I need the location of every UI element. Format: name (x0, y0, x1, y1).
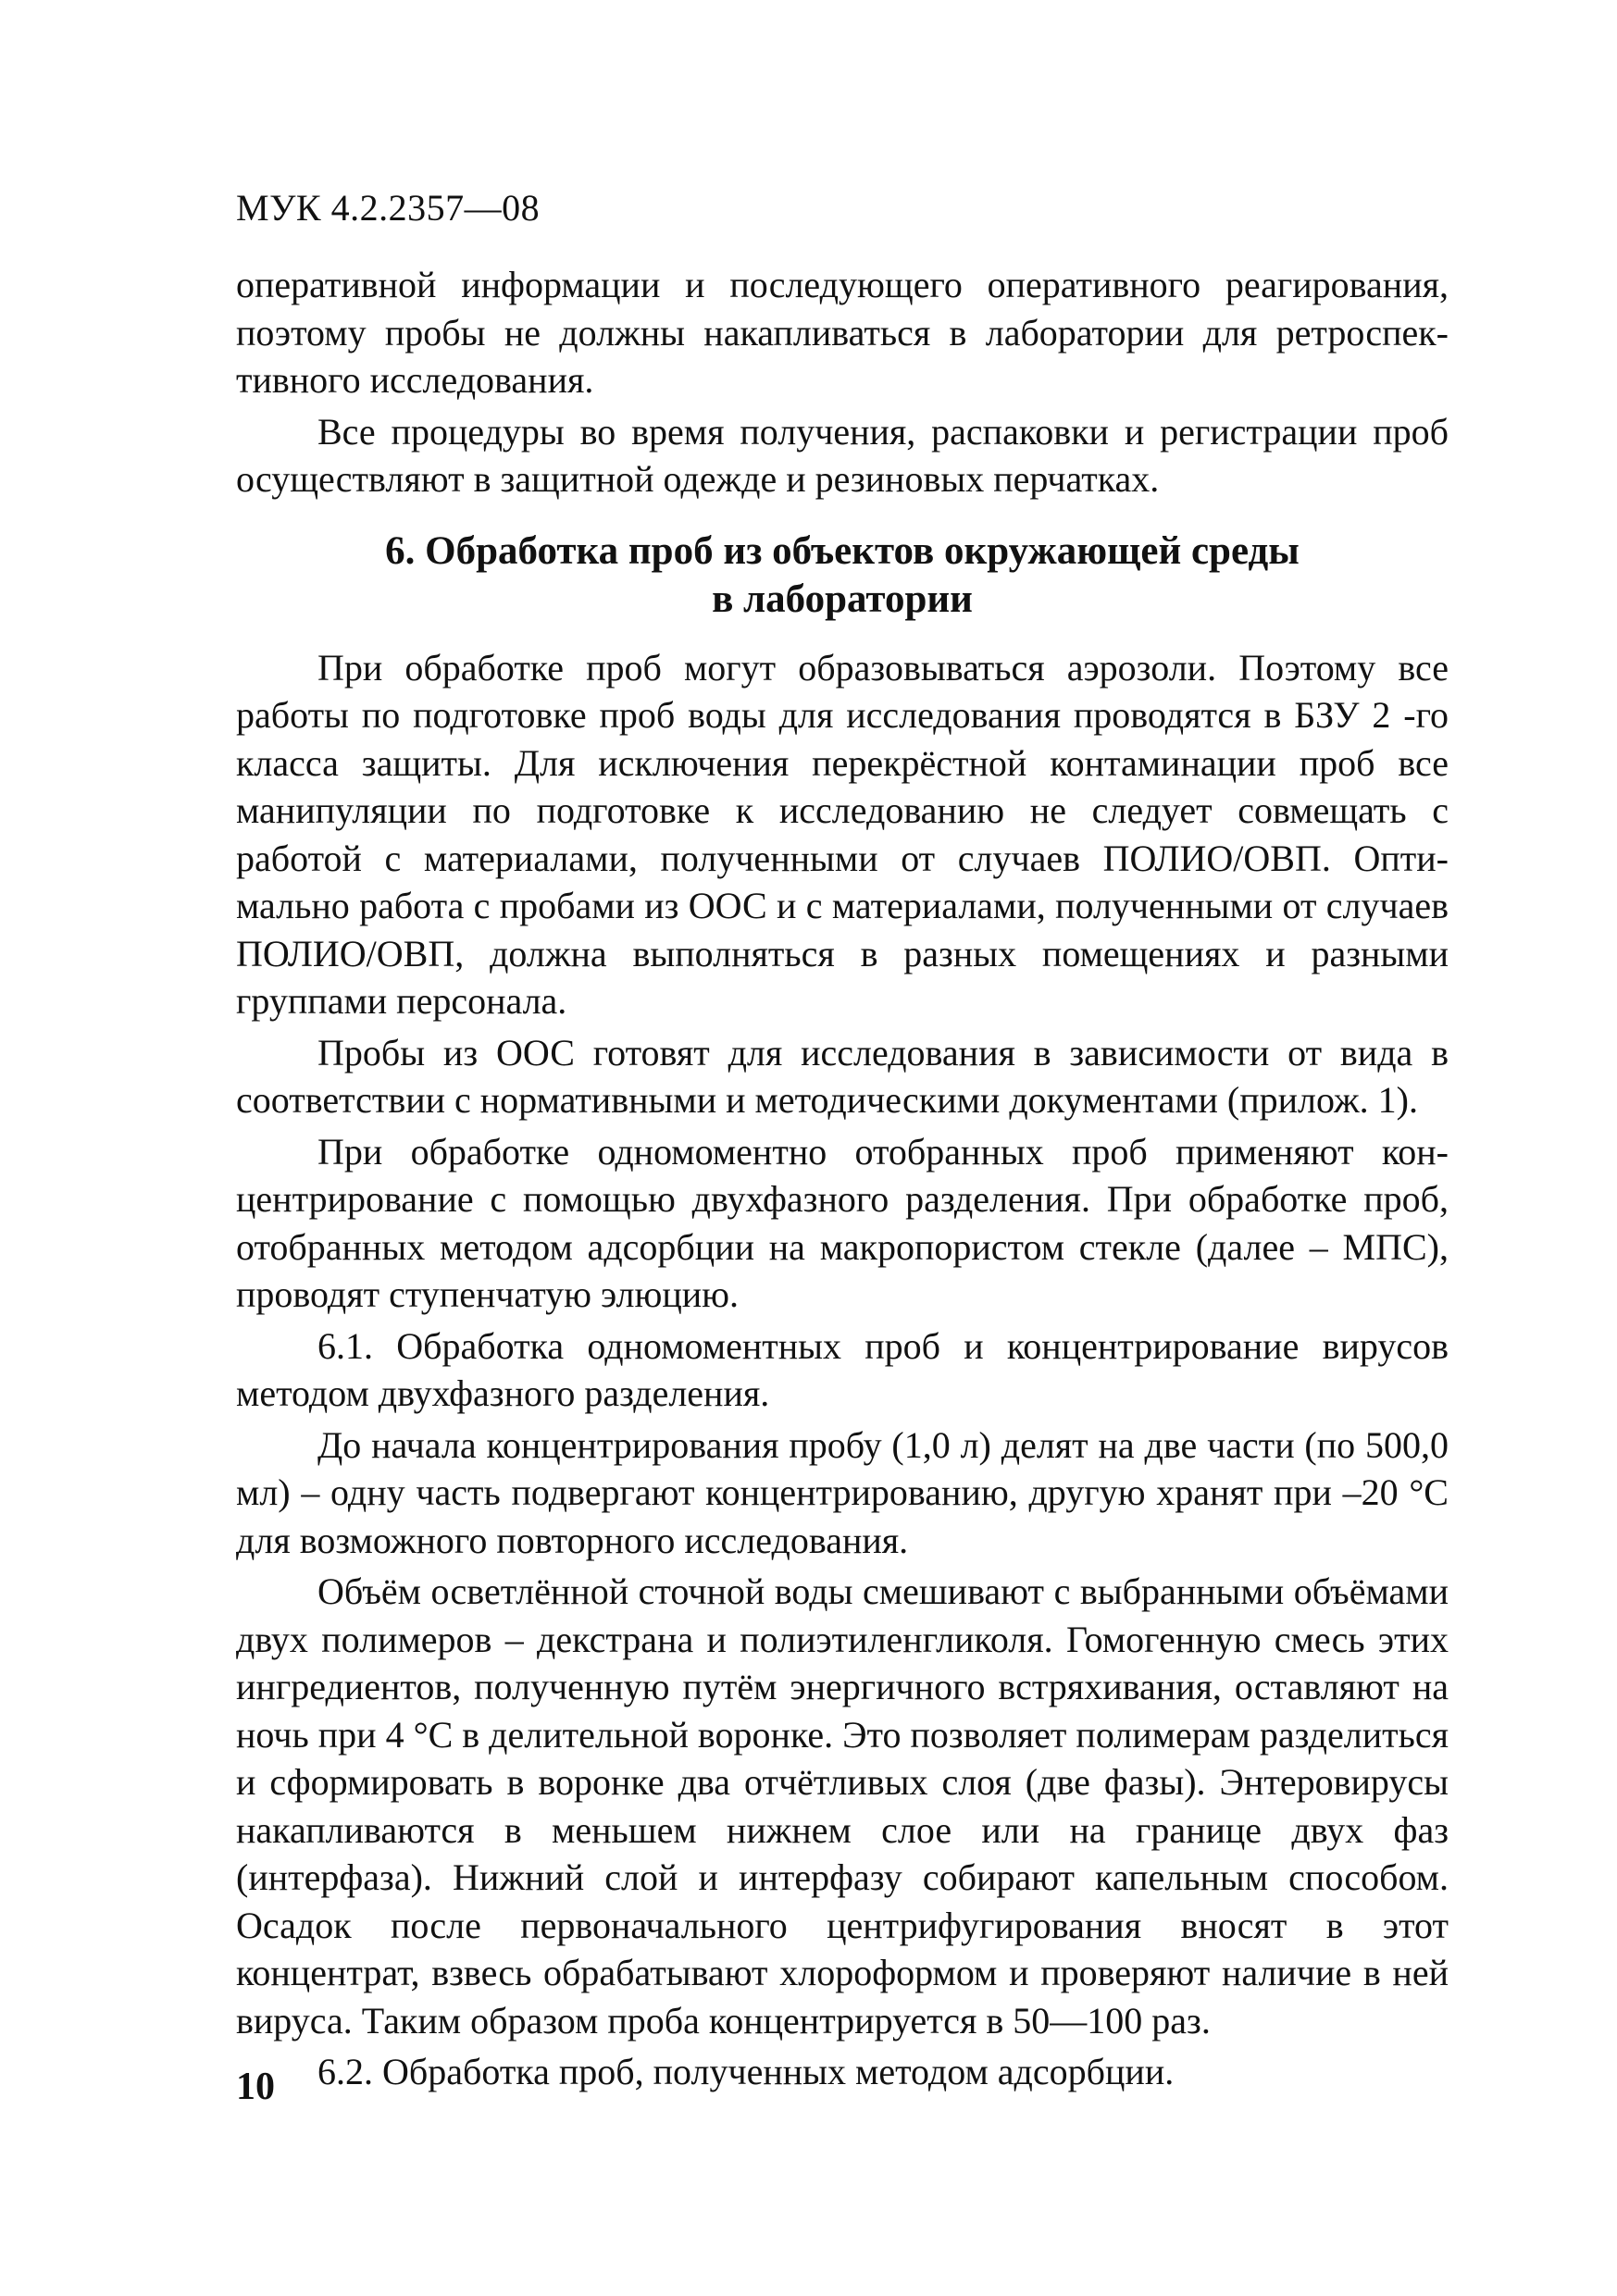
body-text (236, 261, 1449, 2096)
running-header: МУК 4.2.2357—08 (236, 187, 541, 229)
paragraph-sample-splitting: До начала концентрирования пробу (1,0 л) делят на две части (по 500,0 мл) – одну часть подвергают концентрированию, другую хранят при –20 °С для возможного повторного исследования. (236, 1423, 1449, 1561)
paragraph-concentration-methods: При обработке одномоментно отобранных проб применяют концентрирование с помощью двухфазного разделения. При обработке проб, отобранных методом адсорбции на макропористом стекле (далее – МПС), проводят ступенчатую элюцию. (236, 1130, 1449, 1315)
page-number: 10 (236, 2066, 275, 2108)
paragraph-continuation: оперативной информации и последующего оперативного реагирования, поэтому пробы не должны накапливаться в лаборатории для ретроспективного исследования. (236, 264, 1449, 401)
paragraph-subsection-6-1: 6.1. Обработка одномоментных проб и концентрирование вирусов методом двухфазного разделения. (236, 1324, 1449, 1414)
section-heading (236, 527, 1449, 624)
paragraph-aerosols: При обработке проб могут образовываться аэрозоли. Поэтому все работы по подготовке проб воды для исследования проводятся в БЗУ 2 -го класса защиты. Для исключения перекрёстной контаминации проб все манипуляции по подготовке к исследованию не следует совмещать с работой с материалами, полученными от случаев ПОЛИО/ОВП. Оптимально работа с пробами из ООС и с материалами, полученными от случаев ПОЛИО/ОВП, должна выполняться в разных помещениях и разными группами персонала. (236, 646, 1449, 1022)
paragraph-procedures: Все процедуры во время получения, распаковки и регистрации проб осуществляют в защитной одежде и резиновых перчатках. (236, 410, 1449, 500)
paragraph-two-phase-separation: Объём осветлённой сточной воды смешивают с выбранными объёмами двух полимеров – декстрана и полиэтиленгликоля. Гомогенную смесь этих ингредиентов, полученную путём энергичного встряхивания, оставляют на ночь при 4 °С в делительной воронке. Это позволяет полимерам разделиться и сформировать в воронке два отчётливых слоя (две фазы). Энтеровирусы накапливаются в меньшем нижнем слое или на границе двух фаз (интерфаза). Нижний слой и интерфазу собирают капельным способом. Осадок после первоначального центрифугирования вносят в этот концентрат, взвесь обрабатывают хлороформом и проверяют наличие в ней вируса. Таким образом проба концентрируется в 50—100 раз. (236, 1570, 1449, 2042)
paragraph-subsection-6-2: 6.2. Обработка проб, полученных методом адсорбции. (317, 2051, 1175, 2092)
paragraph-oos-preparation: Пробы из ООС готовят для исследования в зависимости от вида в соответствии с нормативными и методическими документами (прилож. 1). (236, 1031, 1449, 1121)
section-heading-line2: в лаборатории (712, 577, 973, 621)
section-heading-line1: 6. Обработка проб из объектов окружающей среды (385, 528, 1300, 573)
